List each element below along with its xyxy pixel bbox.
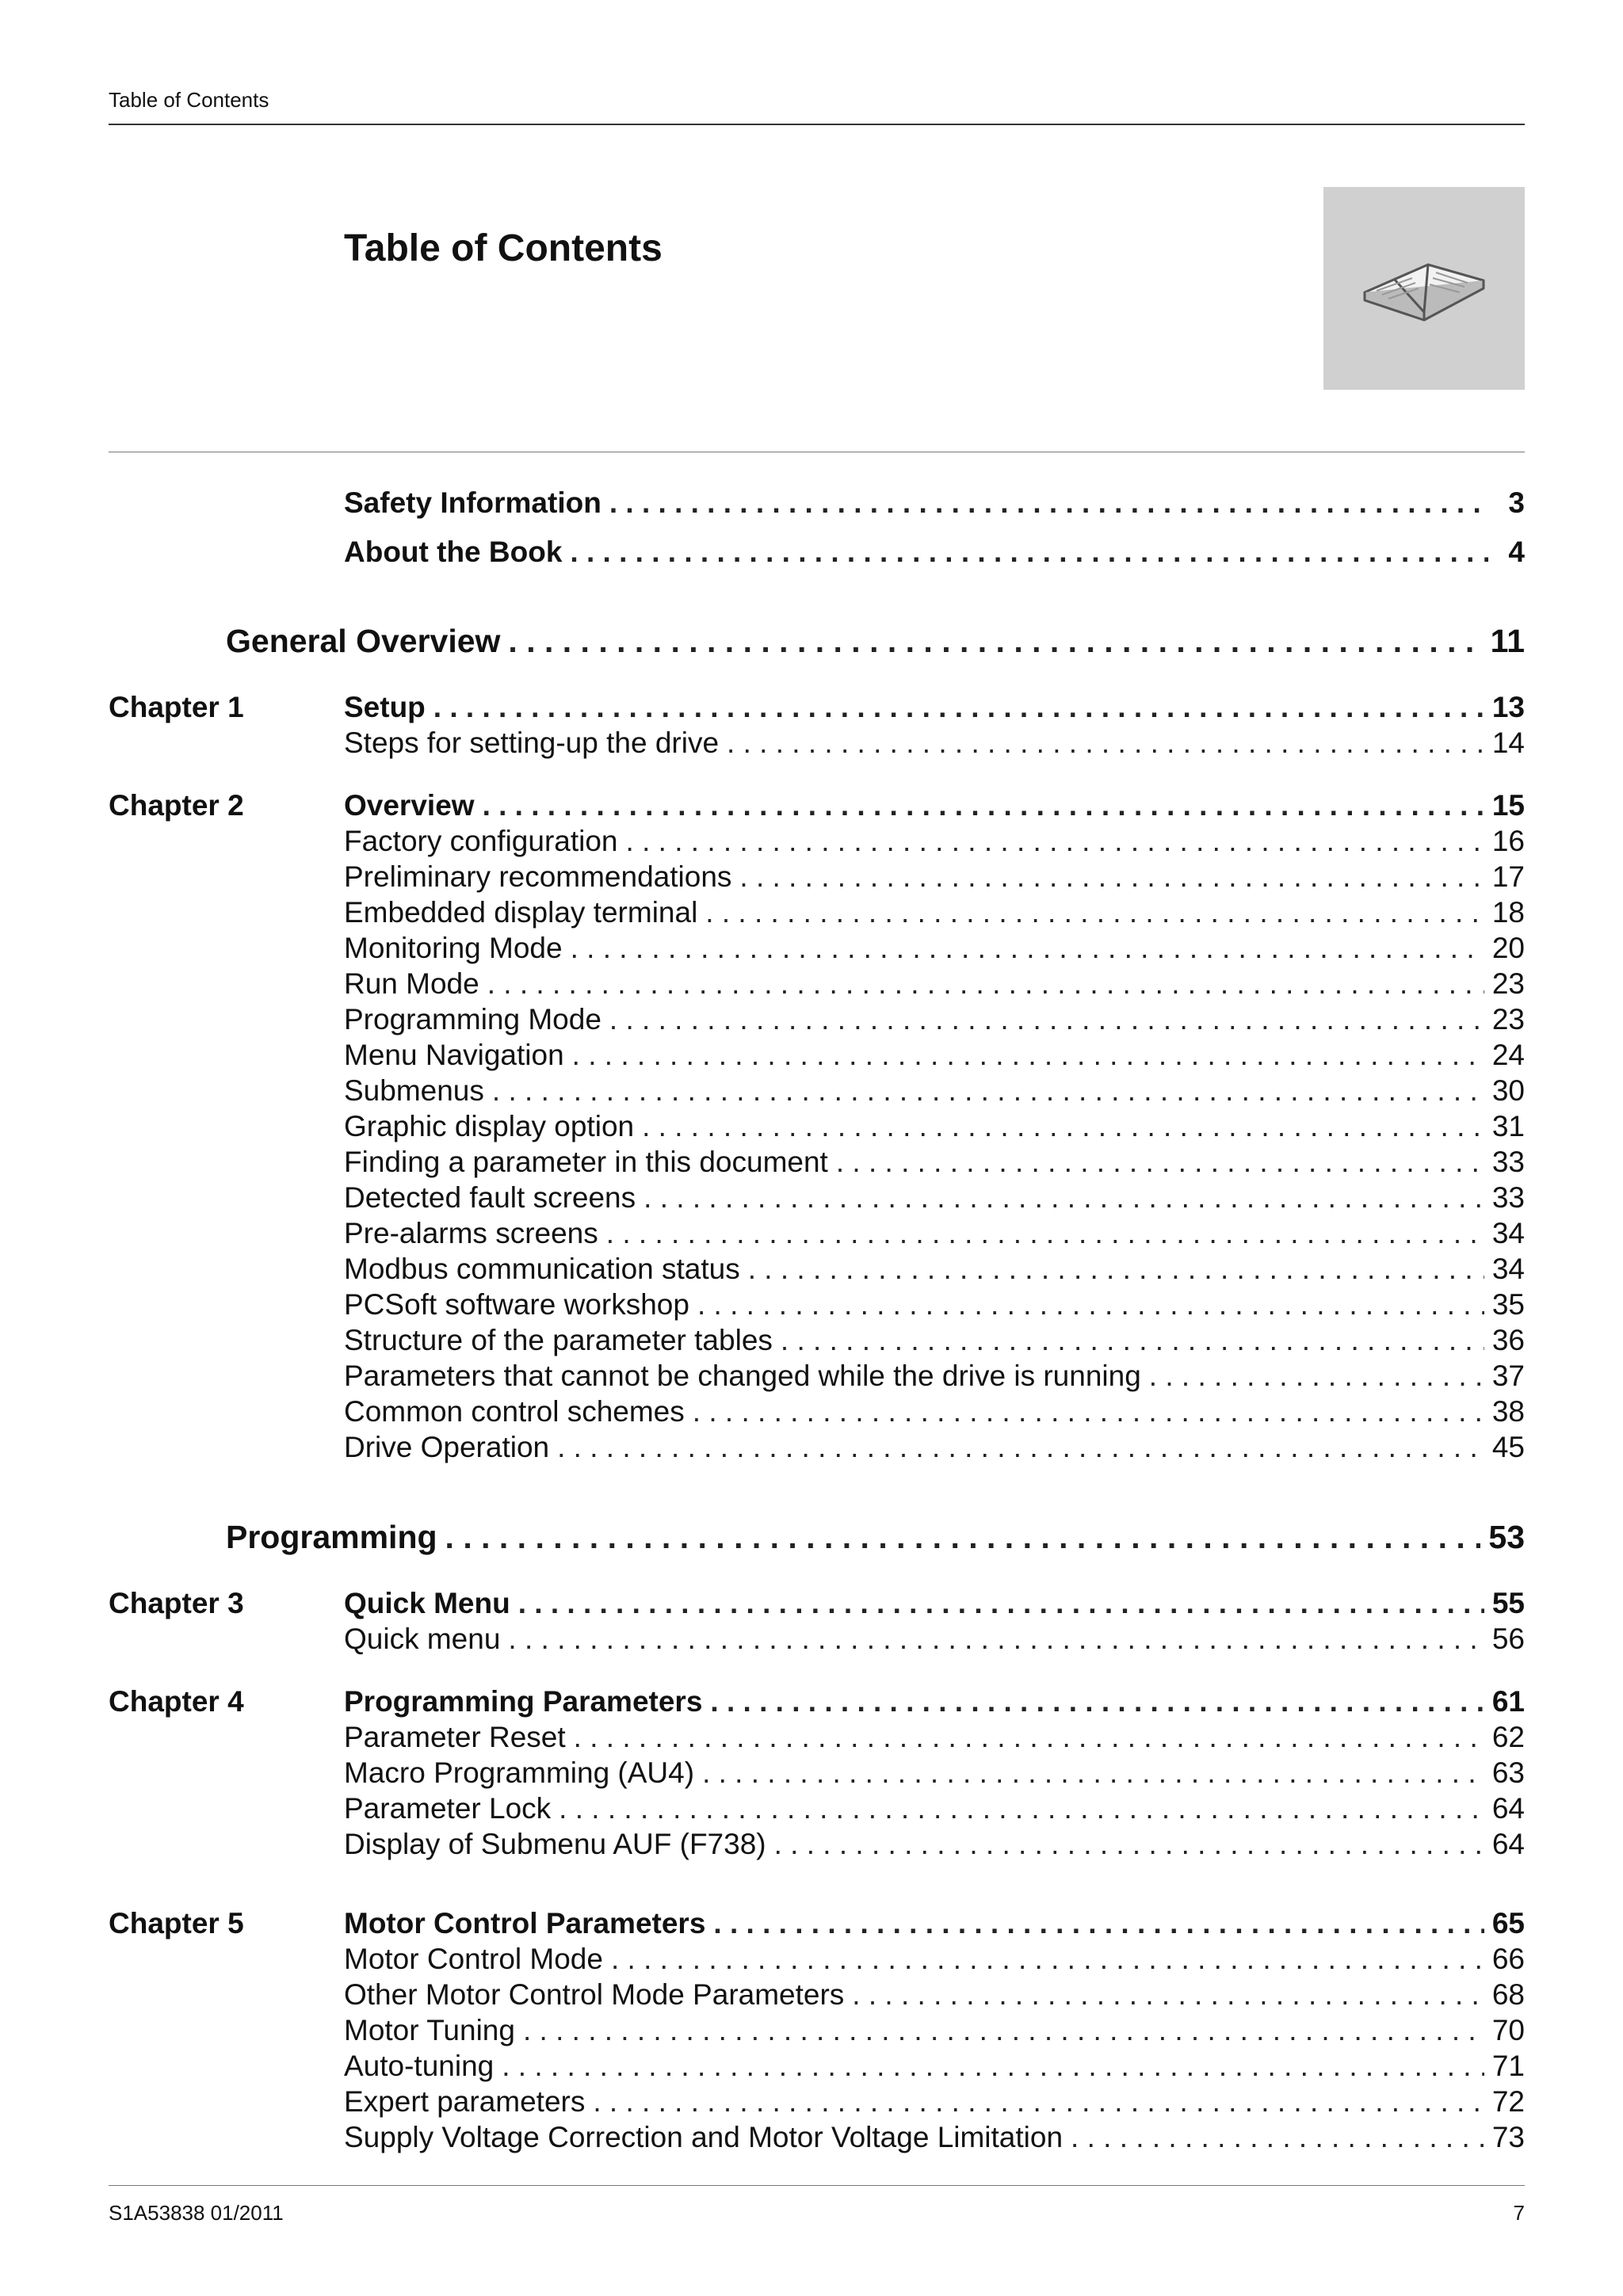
section-page: 17: [1491, 860, 1525, 893]
section-page: 38: [1491, 1395, 1525, 1428]
section-page: 24: [1491, 1039, 1525, 1071]
section-page: 45: [1491, 1431, 1525, 1463]
section-title: Macro Programming (AU4): [344, 1756, 695, 1789]
toc-section[interactable]: [109, 1251, 1525, 1287]
toc-section[interactable]: [109, 1621, 1525, 1657]
toc-part-general-overview[interactable]: [109, 624, 1525, 659]
toc-section[interactable]: [109, 1073, 1525, 1108]
entry-title: Safety Information: [344, 486, 601, 519]
section-page: 34: [1491, 1217, 1525, 1249]
chapter-page: 13: [1491, 691, 1525, 723]
dot-leader: [713, 1905, 1484, 1941]
dot-leader: [523, 2012, 1484, 2048]
section-title: Menu Navigation: [344, 1039, 564, 1071]
section-page: 62: [1491, 1721, 1525, 1753]
dot-leader: [609, 1001, 1484, 1037]
section-page: 23: [1491, 967, 1525, 1000]
dot-leader: [492, 1073, 1484, 1108]
section-page: 34: [1491, 1253, 1525, 1285]
section-title: PCSoft software workshop: [344, 1288, 689, 1321]
section-title: Preliminary recommendations: [344, 860, 732, 893]
toc-chapter-4[interactable]: [109, 1684, 1525, 1719]
section-page: 36: [1491, 1324, 1525, 1356]
dot-leader: [697, 1287, 1484, 1322]
dot-leader: [643, 1180, 1484, 1215]
toc-section[interactable]: [109, 1287, 1525, 1322]
section-title: Expert parameters: [344, 2085, 586, 2118]
toc-section[interactable]: [109, 2084, 1525, 2119]
section-page: 64: [1491, 1828, 1525, 1860]
toc-section[interactable]: [109, 1719, 1525, 1755]
toc-section[interactable]: [109, 2012, 1525, 2048]
toc-part-programming[interactable]: [109, 1520, 1525, 1555]
dot-leader: [611, 1941, 1484, 1977]
chapter-title: Motor Control Parameters: [344, 1907, 706, 1939]
chapter-label: Chapter 4: [109, 1685, 244, 1718]
section-page: 18: [1491, 896, 1525, 929]
dot-leader: [739, 859, 1484, 894]
section-page: 33: [1491, 1181, 1525, 1214]
toc-section[interactable]: [109, 2119, 1525, 2155]
section-title: Programming Mode: [344, 1003, 601, 1035]
chapter-4-sections: [109, 1719, 1525, 1862]
dot-leader: [702, 1755, 1484, 1791]
toc-entry-safety-information[interactable]: [109, 485, 1525, 521]
dot-leader: [705, 894, 1484, 930]
toc-section[interactable]: [109, 1977, 1525, 2012]
chapter-page: 15: [1491, 789, 1525, 822]
dot-leader: [852, 1977, 1484, 2012]
dot-leader: [626, 823, 1484, 859]
section-page: 66: [1491, 1943, 1525, 1975]
dot-leader: [836, 1144, 1484, 1180]
section-page: 72: [1491, 2085, 1525, 2118]
toc-chapter-1[interactable]: [109, 689, 1525, 725]
section-page: 14: [1491, 727, 1525, 759]
dot-leader: [570, 534, 1488, 570]
toc-section[interactable]: [109, 966, 1525, 1001]
toc-section[interactable]: [109, 1941, 1525, 1977]
dot-leader: [433, 689, 1484, 725]
header-rule: [109, 124, 1525, 125]
entry-page: 3: [1508, 486, 1525, 519]
section-page: 35: [1491, 1288, 1525, 1321]
dot-leader: [572, 1037, 1484, 1073]
section-page: 56: [1491, 1623, 1525, 1655]
dot-leader: [445, 1520, 1481, 1555]
toc-chapter-3[interactable]: [109, 1585, 1525, 1621]
section-title: Other Motor Control Mode Parameters: [344, 1978, 845, 2011]
toc-section[interactable]: [109, 1429, 1525, 1465]
part-title: Programming: [226, 1519, 437, 1555]
section-title: Supply Voltage Correction and Motor Voltage Limitation: [344, 2121, 1064, 2153]
section-title: Parameter Lock: [344, 1792, 552, 1825]
section-title: Parameter Reset: [344, 1721, 566, 1753]
dot-leader: [571, 930, 1484, 966]
running-header: Table of Contents: [109, 88, 269, 112]
dot-leader: [1071, 2119, 1484, 2155]
section-title: Common control schemes: [344, 1395, 685, 1428]
section-title: Modbus communication status: [344, 1253, 740, 1285]
section-page: 16: [1491, 825, 1525, 857]
toc-section[interactable]: [109, 1358, 1525, 1394]
chapter-label: Chapter 2: [109, 789, 244, 822]
section-page: 31: [1491, 1110, 1525, 1142]
dot-leader: [1149, 1358, 1484, 1394]
toc-section[interactable]: [109, 1180, 1525, 1215]
toc-section[interactable]: [109, 859, 1525, 894]
section-title: Pre-alarms screens: [344, 1217, 598, 1249]
chapter-page: 61: [1491, 1685, 1525, 1718]
dot-leader: [693, 1394, 1484, 1429]
section-page: 30: [1491, 1074, 1525, 1107]
section-page: 68: [1491, 1978, 1525, 2011]
section-title: Motor Tuning: [344, 2014, 515, 2046]
dot-leader: [774, 1826, 1484, 1862]
toc-section[interactable]: [109, 1001, 1525, 1037]
section-page: 73: [1491, 2121, 1525, 2153]
toc-section[interactable]: [109, 725, 1525, 761]
section-title: Run Mode: [344, 967, 479, 1000]
toc-section[interactable]: [109, 2048, 1525, 2084]
toc-section[interactable]: [109, 1791, 1525, 1826]
toc-section[interactable]: [109, 1215, 1525, 1251]
entry-title: About the Book: [344, 536, 563, 568]
section-page: 63: [1491, 1756, 1525, 1789]
section-title: Structure of the parameter tables: [344, 1324, 773, 1356]
footer-rule: [109, 2185, 1525, 2186]
section-title: Detected fault screens: [344, 1181, 636, 1214]
part-title: General Overview: [226, 623, 501, 659]
section-title: Factory configuration: [344, 825, 618, 857]
section-title: Finding a parameter in this document: [344, 1146, 828, 1178]
section-title: Graphic display option: [344, 1110, 635, 1142]
chapter-title: Setup: [344, 691, 426, 723]
chapter-label: Chapter 5: [109, 1907, 244, 1939]
chapter-title: Programming Parameters: [344, 1685, 703, 1718]
toc-section[interactable]: [109, 930, 1525, 966]
chapter-title: Overview: [344, 789, 475, 822]
section-title: Monitoring Mode: [344, 932, 563, 964]
section-title: Steps for setting-up the drive: [344, 727, 720, 759]
toc-section[interactable]: [109, 1144, 1525, 1180]
chapter-label: Chapter 3: [109, 1587, 244, 1619]
toc-section[interactable]: [109, 1037, 1525, 1073]
toc-section[interactable]: [109, 1322, 1525, 1358]
section-page: 64: [1491, 1792, 1525, 1825]
dot-leader: [574, 1719, 1484, 1755]
toc-section[interactable]: [109, 1394, 1525, 1429]
section-page: 71: [1491, 2050, 1525, 2082]
chapter-2-sections: [109, 823, 1525, 1465]
dot-leader: [748, 1251, 1484, 1287]
chapter-title: Quick Menu: [344, 1587, 510, 1619]
dot-leader: [609, 485, 1488, 521]
entry-page: 4: [1508, 536, 1525, 568]
dot-leader: [593, 2084, 1484, 2119]
section-title: Parameters that cannot be changed while the drive is running: [344, 1360, 1141, 1392]
dot-leader: [606, 1215, 1484, 1251]
part-page: 53: [1488, 1519, 1525, 1555]
dot-leader: [559, 1791, 1484, 1826]
toc-chapter-2[interactable]: [109, 788, 1525, 823]
toc-section[interactable]: [109, 894, 1525, 930]
dot-leader: [710, 1684, 1484, 1719]
section-title: Auto-tuning: [344, 2050, 495, 2082]
book-illustration: [1323, 187, 1525, 390]
toc-section[interactable]: [109, 823, 1525, 859]
chapter-5-sections: [109, 1941, 1525, 2155]
section-page: 20: [1491, 932, 1525, 964]
section-title: Submenus: [344, 1074, 484, 1107]
section-title: Display of Submenu AUF (F738): [344, 1828, 766, 1860]
section-title: Quick menu: [344, 1623, 501, 1655]
section-title: Motor Control Mode: [344, 1943, 603, 1975]
toc-chapter-5[interactable]: [109, 1905, 1525, 1941]
part-page: 11: [1490, 623, 1525, 659]
toc-section[interactable]: [109, 1826, 1525, 1862]
dot-leader: [518, 1585, 1484, 1621]
footer-doc-id: S1A53838 01/2011: [109, 2201, 284, 2225]
chapter-page: 65: [1491, 1907, 1525, 1939]
dot-leader: [781, 1322, 1484, 1358]
dot-leader: [483, 788, 1484, 823]
section-page: 70: [1491, 2014, 1525, 2046]
section-title: Embedded display terminal: [344, 896, 698, 929]
section-page: 33: [1491, 1146, 1525, 1178]
page-title: Table of Contents: [344, 227, 663, 269]
dot-leader: [727, 725, 1484, 761]
toc-section[interactable]: [109, 1108, 1525, 1144]
dot-leader: [508, 624, 1482, 659]
section-page: 23: [1491, 1003, 1525, 1035]
dot-leader: [642, 1108, 1484, 1144]
section-title: Drive Operation: [344, 1431, 550, 1463]
dot-leader: [487, 966, 1484, 1001]
dot-leader: [508, 1621, 1484, 1657]
toc-section[interactable]: [109, 1755, 1525, 1791]
dot-leader: [502, 2048, 1484, 2084]
section-page: 37: [1491, 1360, 1525, 1392]
dot-leader: [557, 1429, 1484, 1465]
chapter-page: 55: [1491, 1587, 1525, 1619]
footer-page-number: 7: [1513, 2201, 1525, 2225]
toc-entry-about-the-book[interactable]: [109, 534, 1525, 570]
chapter-label: Chapter 1: [109, 691, 244, 723]
open-book-icon: [1349, 237, 1499, 340]
